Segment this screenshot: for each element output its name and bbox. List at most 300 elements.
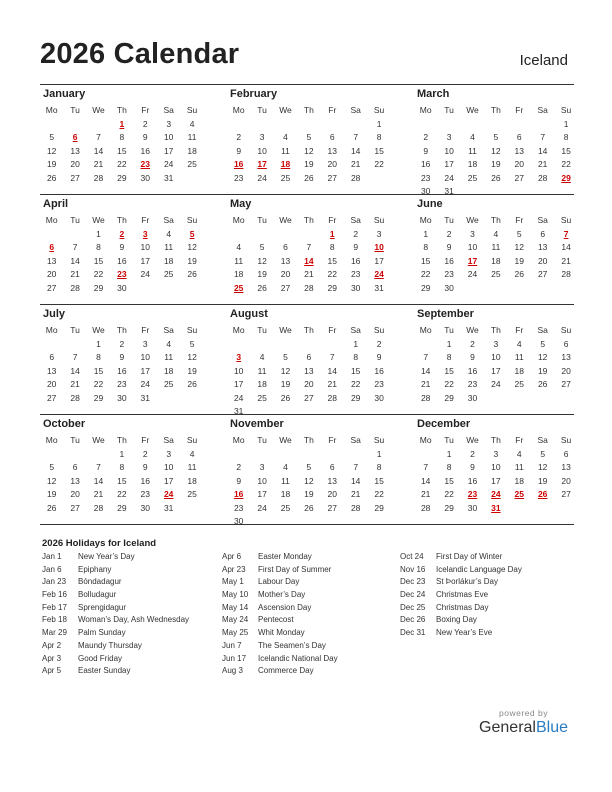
- day-cell: 11: [514, 352, 524, 363]
- day-cell: 15: [93, 365, 104, 376]
- day-cell: 16: [444, 255, 454, 266]
- day-cell: 19: [187, 365, 197, 376]
- day-cell: 2: [446, 229, 452, 239]
- holiday-day-cell: 16: [233, 489, 244, 500]
- day-cell: 7: [353, 462, 359, 473]
- day-cell: 10: [140, 242, 151, 253]
- day-cell: 3: [166, 449, 172, 459]
- holiday-day-cell: 23: [117, 269, 127, 280]
- day-cell: 2: [470, 339, 475, 349]
- day-cell: 18: [280, 489, 291, 500]
- day-cell: 15: [374, 145, 384, 156]
- day-cell: 15: [420, 255, 431, 266]
- day-cell: 7: [540, 132, 546, 143]
- holiday-date: Jun 7: [222, 640, 242, 650]
- holiday-name: Maundy Thursday: [78, 640, 142, 650]
- holiday-name: First Day of Winter: [436, 552, 503, 561]
- holiday-name: Ascension Day: [258, 602, 312, 612]
- holiday-name: New Year’s Day: [78, 552, 135, 561]
- day-cell: 21: [420, 489, 431, 500]
- day-cell: 21: [327, 379, 338, 390]
- day-cell: 1: [353, 339, 359, 349]
- holiday-name: Commerce Day: [258, 666, 314, 676]
- day-cell: 20: [70, 159, 80, 170]
- weekday-header: We: [279, 435, 292, 445]
- day-cell: 10: [491, 462, 501, 473]
- day-cell: 25: [491, 269, 501, 280]
- day-cell: 7: [72, 242, 78, 253]
- holiday-name: Epiphany: [78, 564, 112, 574]
- day-cell: 30: [117, 282, 127, 293]
- month-name: December: [417, 418, 471, 430]
- page-title: 2026 Calendar: [40, 38, 240, 70]
- day-cell: 18: [163, 365, 174, 376]
- weekday-header: We: [92, 435, 105, 445]
- day-cell: 3: [166, 119, 172, 129]
- day-cell: 9: [423, 145, 429, 156]
- day-cell: 6: [516, 132, 522, 143]
- day-cell: 27: [537, 269, 548, 280]
- day-cell: 31: [163, 502, 174, 513]
- day-cell: 21: [70, 269, 80, 280]
- calendar-row: [40, 414, 574, 525]
- day-cell: 24: [140, 269, 151, 280]
- day-cell: 23: [350, 269, 361, 280]
- day-cell: 20: [304, 379, 314, 390]
- holiday-name: Christmas Day: [436, 602, 489, 612]
- weekday-header: Fr: [141, 435, 150, 445]
- holiday-day-cell: 29: [561, 172, 571, 183]
- holiday-name: The Seamen’s Day: [258, 640, 326, 650]
- month-name: August: [230, 308, 268, 320]
- day-cell: 20: [327, 489, 338, 500]
- calendar-bottom-rule: [40, 524, 574, 525]
- weekday-header: Tu: [70, 325, 80, 335]
- day-cell: 8: [329, 242, 335, 253]
- day-cell: 29: [444, 392, 454, 403]
- day-cell: 22: [327, 269, 338, 280]
- holiday-day-cell: 23: [140, 159, 151, 170]
- brand-name-dark: General: [479, 719, 536, 736]
- day-cell: 15: [117, 475, 127, 486]
- day-cell: 25: [280, 502, 291, 513]
- day-cell: 16: [117, 365, 127, 376]
- day-cell: 5: [259, 242, 265, 253]
- day-cell: 29: [444, 502, 454, 513]
- day-cell: 1: [376, 119, 382, 129]
- day-cell: 6: [329, 462, 335, 473]
- day-cell: 11: [281, 145, 290, 156]
- day-cell: 27: [327, 172, 338, 183]
- holiday-date: May 10: [222, 590, 249, 600]
- weekday-header: Th: [490, 325, 501, 335]
- day-cell: 28: [350, 172, 361, 183]
- day-cell: 17: [491, 365, 501, 376]
- holiday-day-cell: 1: [119, 119, 125, 129]
- day-cell: 17: [233, 379, 244, 390]
- holiday-date: Apr 5: [42, 666, 62, 676]
- holiday-day-cell: 23: [467, 489, 478, 500]
- weekday-header: Fr: [328, 215, 337, 225]
- holiday-date: May 1: [222, 577, 244, 587]
- day-cell: 18: [163, 255, 174, 266]
- day-cell: 25: [280, 172, 291, 183]
- day-cell: 7: [96, 462, 101, 473]
- day-cell: 11: [187, 132, 197, 143]
- day-cell: 28: [70, 392, 80, 403]
- holiday-day-cell: 6: [49, 242, 55, 253]
- day-cell: 26: [46, 172, 57, 183]
- day-cell: 22: [117, 159, 127, 170]
- day-cell: 22: [444, 379, 454, 390]
- weekday-header: Sa: [350, 435, 361, 445]
- day-cell: 7: [423, 352, 429, 363]
- holiday-date: Apr 2: [42, 640, 62, 650]
- day-cell: 24: [444, 172, 454, 183]
- day-cell: 4: [236, 242, 242, 253]
- day-cell: 19: [280, 379, 291, 390]
- day-cell: 16: [420, 159, 431, 170]
- day-cell: 22: [561, 159, 571, 170]
- day-cell: 10: [491, 352, 501, 363]
- day-cell: 27: [327, 502, 338, 513]
- month-block: [40, 85, 204, 195]
- day-cell: 24: [257, 172, 267, 183]
- day-cell: 25: [163, 379, 174, 390]
- day-cell: 14: [561, 242, 571, 253]
- day-cell: 10: [163, 132, 174, 143]
- day-cell: 29: [420, 282, 431, 293]
- day-cell: 18: [187, 145, 197, 156]
- weekday-header: Tu: [70, 215, 80, 225]
- weekday-header: Th: [303, 105, 314, 115]
- day-cell: 22: [374, 489, 384, 500]
- holiday-name: Icelandic National Day: [258, 653, 338, 663]
- weekday-header: Fr: [141, 325, 150, 335]
- day-cell: 24: [257, 502, 267, 513]
- day-cell: 12: [187, 352, 197, 363]
- weekday-header: We: [466, 435, 479, 445]
- day-cell: 6: [306, 352, 312, 363]
- weekday-header: Fr: [141, 215, 150, 225]
- holiday-date: Dec 24: [400, 590, 426, 600]
- day-cell: 26: [304, 502, 314, 513]
- day-cell: 18: [187, 475, 197, 486]
- weekday-header: We: [92, 105, 105, 115]
- weekday-header: We: [466, 325, 479, 335]
- day-cell: 17: [374, 255, 384, 266]
- day-cell: 12: [46, 475, 57, 486]
- weekday-header: Mo: [232, 325, 245, 335]
- brand-name: [479, 719, 568, 737]
- day-cell: 29: [350, 392, 361, 403]
- day-cell: 6: [72, 462, 78, 473]
- day-cell: 29: [374, 502, 384, 513]
- day-cell: 10: [444, 145, 454, 156]
- day-cell: 27: [70, 172, 80, 183]
- day-cell: 13: [46, 365, 57, 376]
- day-cell: 22: [444, 489, 454, 500]
- day-cell: 12: [46, 145, 57, 156]
- weekday-header: Th: [116, 105, 127, 115]
- day-cell: 31: [233, 406, 244, 416]
- weekday-header: Sa: [537, 105, 548, 115]
- holiday-name: Palm Sunday: [78, 628, 126, 638]
- weekday-header: Sa: [537, 435, 548, 445]
- day-cell: 21: [350, 489, 361, 500]
- day-cell: 27: [561, 379, 571, 390]
- weekday-header: Tu: [70, 435, 80, 445]
- day-cell: 24: [491, 379, 501, 390]
- day-cell: 28: [420, 392, 431, 403]
- holiday-day-cell: 25: [514, 489, 525, 500]
- day-cell: 11: [281, 475, 290, 486]
- weekday-header: Tu: [444, 435, 454, 445]
- weekday-header: Sa: [537, 325, 548, 335]
- holiday-name: Whit Monday: [258, 628, 305, 638]
- day-cell: 28: [537, 172, 548, 183]
- weekday-header: Tu: [444, 325, 454, 335]
- weekday-header: Fr: [328, 105, 337, 115]
- weekday-header: Sa: [537, 215, 548, 225]
- brand-name-blue: Blue: [535, 719, 568, 736]
- weekday-header: Mo: [45, 325, 58, 335]
- weekday-header: Fr: [515, 215, 524, 225]
- weekday-header: Tu: [257, 325, 267, 335]
- holiday-name: St Þorlákur’s Day: [436, 577, 498, 587]
- day-cell: 25: [257, 392, 267, 403]
- day-cell: 12: [187, 242, 197, 253]
- month-name: July: [43, 308, 66, 320]
- day-cell: 14: [350, 475, 361, 486]
- day-cell: 20: [327, 159, 338, 170]
- day-cell: 15: [374, 475, 384, 486]
- weekday-header: Mo: [419, 105, 432, 115]
- day-cell: 27: [280, 282, 291, 293]
- day-cell: 4: [166, 229, 172, 239]
- day-cell: 5: [49, 462, 55, 473]
- day-cell: 20: [280, 269, 291, 280]
- weekday-header: We: [92, 215, 105, 225]
- month-name: October: [43, 418, 86, 430]
- day-cell: 30: [420, 186, 431, 196]
- holiday-day-cell: 5: [189, 229, 195, 239]
- day-cell: 23: [444, 269, 454, 280]
- powered-by-label: powered by: [499, 708, 548, 718]
- day-cell: 14: [420, 475, 431, 486]
- holiday-date: Dec 31: [400, 628, 426, 638]
- day-cell: 28: [420, 502, 431, 513]
- holiday-name: Christmas Eve: [436, 590, 489, 600]
- day-cell: 25: [163, 269, 174, 280]
- day-cell: 17: [140, 255, 151, 266]
- day-cell: 20: [46, 379, 57, 390]
- month-block: [414, 415, 578, 525]
- day-cell: 2: [353, 229, 359, 239]
- day-cell: 30: [350, 282, 361, 293]
- day-cell: 17: [491, 475, 501, 486]
- day-cell: 13: [327, 475, 338, 486]
- day-cell: 13: [561, 462, 571, 473]
- day-cell: 16: [117, 255, 127, 266]
- day-cell: 8: [446, 352, 452, 363]
- day-cell: 8: [446, 462, 452, 473]
- day-cell: 1: [423, 229, 429, 239]
- month-block: [414, 305, 578, 415]
- day-cell: 5: [540, 449, 546, 459]
- day-cell: 3: [259, 132, 265, 143]
- day-cell: 23: [233, 502, 244, 513]
- holiday-date: Mar 29: [42, 628, 67, 638]
- day-cell: 11: [491, 242, 501, 253]
- month-block: [227, 415, 391, 525]
- day-cell: 1: [563, 119, 569, 129]
- day-cell: 30: [140, 502, 151, 513]
- day-cell: 1: [96, 229, 101, 239]
- day-cell: 20: [561, 365, 571, 376]
- day-cell: 8: [423, 242, 429, 253]
- month-block: [227, 85, 391, 195]
- day-cell: 28: [70, 282, 80, 293]
- day-cell: 13: [70, 145, 80, 156]
- holidays-title: 2026 Holidays for Iceland: [42, 538, 157, 549]
- weekday-header: Sa: [350, 215, 361, 225]
- day-cell: 4: [470, 132, 475, 143]
- weekday-header: We: [466, 215, 479, 225]
- holiday-day-cell: 7: [563, 229, 569, 239]
- day-cell: 29: [93, 282, 104, 293]
- holiday-date: Jan 6: [42, 564, 62, 574]
- day-cell: 5: [540, 339, 546, 349]
- day-cell: 16: [374, 365, 384, 376]
- day-cell: 23: [140, 489, 151, 500]
- day-cell: 27: [561, 489, 571, 500]
- weekday-header: Sa: [163, 435, 174, 445]
- day-cell: 13: [561, 352, 571, 363]
- day-cell: 22: [93, 379, 104, 390]
- holiday-day-cell: 17: [467, 255, 478, 266]
- day-cell: 26: [280, 392, 291, 403]
- month-name: May: [230, 198, 252, 210]
- month-name: November: [230, 418, 284, 430]
- weekday-header: Su: [373, 105, 385, 115]
- day-cell: 12: [537, 462, 548, 473]
- day-cell: 1: [119, 449, 125, 459]
- day-cell: 11: [234, 255, 244, 266]
- day-cell: 1: [376, 449, 382, 459]
- weekday-header: Mo: [232, 435, 245, 445]
- holiday-day-cell: 3: [236, 352, 242, 363]
- day-cell: 28: [93, 502, 104, 513]
- day-cell: 2: [236, 462, 242, 473]
- day-cell: 18: [233, 269, 244, 280]
- day-cell: 2: [119, 339, 125, 349]
- day-cell: 24: [467, 269, 478, 280]
- day-cell: 14: [537, 145, 548, 156]
- day-cell: 19: [304, 159, 314, 170]
- holiday-date: Jan 1: [42, 552, 62, 561]
- day-cell: 28: [327, 392, 338, 403]
- day-cell: 3: [470, 229, 475, 239]
- day-cell: 15: [444, 365, 454, 376]
- day-cell: 1: [446, 449, 452, 459]
- day-cell: 5: [306, 132, 312, 143]
- holiday-name: First Day of Summer: [258, 564, 332, 574]
- day-cell: 26: [187, 379, 197, 390]
- weekday-header: Fr: [515, 105, 524, 115]
- day-cell: 15: [444, 475, 454, 486]
- day-cell: 6: [563, 449, 569, 459]
- day-cell: 10: [163, 462, 174, 473]
- day-cell: 28: [350, 502, 361, 513]
- month-name: January: [43, 88, 86, 100]
- day-cell: 9: [470, 352, 475, 363]
- day-cell: 29: [117, 172, 127, 183]
- day-cell: 25: [187, 489, 197, 500]
- day-cell: 14: [70, 255, 80, 266]
- holiday-date: Nov 16: [400, 564, 426, 574]
- day-cell: 7: [306, 242, 312, 253]
- brand-logo: [479, 708, 568, 737]
- day-cell: 21: [304, 269, 314, 280]
- day-cell: 31: [374, 282, 384, 293]
- day-cell: 29: [117, 502, 127, 513]
- holiday-date: Feb 17: [42, 602, 67, 612]
- day-cell: 29: [327, 282, 338, 293]
- holiday-day-cell: 24: [491, 489, 501, 500]
- day-cell: 11: [164, 352, 174, 363]
- day-cell: 4: [166, 339, 172, 349]
- day-cell: 26: [304, 172, 314, 183]
- day-cell: 10: [257, 145, 267, 156]
- month-block: [40, 415, 204, 525]
- weekday-header: Th: [303, 435, 314, 445]
- day-cell: 25: [514, 379, 525, 390]
- day-cell: 19: [537, 475, 548, 486]
- weekday-header: Mo: [419, 325, 432, 335]
- day-cell: 26: [537, 379, 548, 390]
- weekday-header: Su: [560, 325, 572, 335]
- day-cell: 25: [467, 172, 478, 183]
- weekday-header: Th: [116, 215, 127, 225]
- country-label: Iceland: [519, 52, 568, 69]
- weekday-header: We: [466, 105, 479, 115]
- day-cell: 23: [467, 379, 478, 390]
- day-cell: 9: [142, 132, 148, 143]
- day-cell: 11: [514, 462, 524, 473]
- holiday-date: Aug 3: [222, 666, 243, 676]
- holiday-date: Feb 16: [42, 590, 67, 600]
- day-cell: 27: [46, 282, 57, 293]
- day-cell: 22: [93, 269, 104, 280]
- day-cell: 6: [329, 132, 335, 143]
- day-cell: 26: [46, 502, 57, 513]
- holiday-day-cell: 2: [119, 229, 125, 239]
- day-cell: 12: [257, 255, 267, 266]
- day-cell: 18: [491, 255, 501, 266]
- weekday-header: Fr: [141, 105, 150, 115]
- weekday-header: Su: [373, 435, 385, 445]
- day-cell: 2: [470, 449, 475, 459]
- holiday-date: Jun 17: [222, 653, 247, 663]
- day-cell: 19: [491, 159, 501, 170]
- day-cell: 13: [280, 255, 291, 266]
- day-cell: 30: [117, 392, 127, 403]
- holiday-date: May 14: [222, 602, 249, 612]
- day-cell: 14: [327, 365, 338, 376]
- day-cell: 17: [257, 489, 267, 500]
- day-cell: 9: [446, 242, 452, 253]
